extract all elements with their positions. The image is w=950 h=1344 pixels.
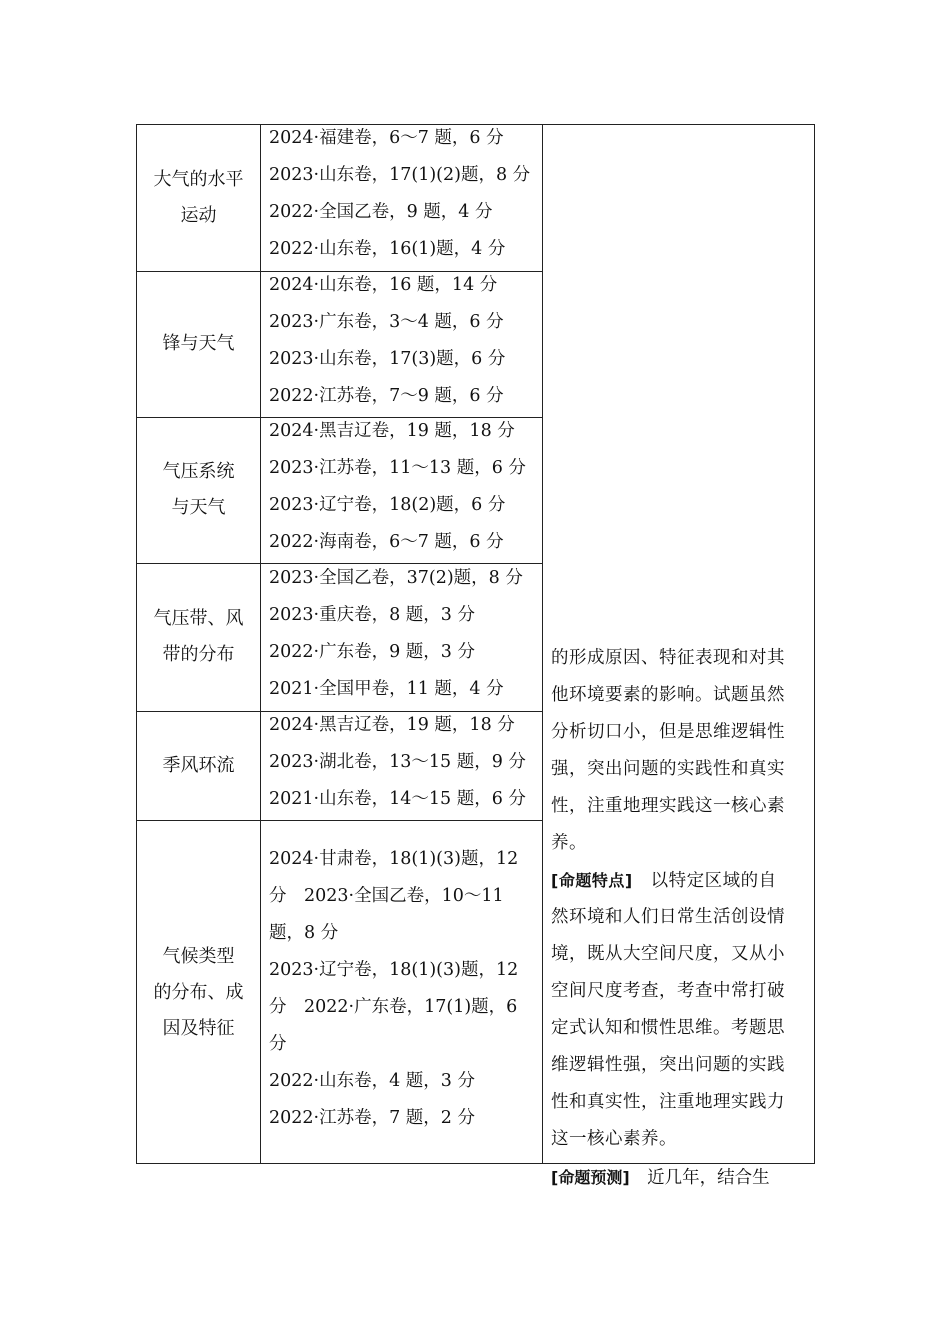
exam-item: 2022·山东卷，4 题，3 分 <box>269 1071 475 1091</box>
topic-text: 气压系统 <box>162 461 235 482</box>
prediction-line <box>551 1159 770 1197</box>
analysis-line: 性，注重地理实践这一核心素 <box>551 796 785 816</box>
topic-cell <box>137 125 260 271</box>
exam-items-cell <box>261 560 543 708</box>
topic-text: 因及特征 <box>162 1017 235 1039</box>
exam-item: 2024·黑吉辽卷，19 题，18 分 <box>269 715 515 735</box>
exam-items-cell <box>261 841 543 1137</box>
exam-item: 2023·辽宁卷，18(1)(3)题，12 <box>269 960 519 980</box>
topic-text: 季风环流 <box>162 754 235 776</box>
topic-text: 运动 <box>180 205 217 226</box>
exam-item: 分 <box>269 1034 287 1054</box>
exam-item: 分 2022·广东卷，17(1)题，6 <box>269 997 518 1017</box>
exam-items-cell <box>261 120 543 268</box>
exam-item: 2023·重庆卷，8 题，3 分 <box>269 605 475 625</box>
analysis-line: 境，既从大空间尺度，又从小 <box>551 944 785 964</box>
exam-item: 2024·福建卷，6～7 题，6 分 <box>269 128 504 148</box>
exam-item: 2021·全国甲卷，11 题，4 分 <box>269 679 504 699</box>
exam-item: 2023·山东卷，17(1)(2)题，8 分 <box>269 165 531 185</box>
exam-items-cell <box>261 267 543 415</box>
exam-item: 2023·全国乙卷，37(2)题，8 分 <box>269 568 523 588</box>
exam-item: 2024·黑吉辽卷，19 题，18 分 <box>269 421 515 441</box>
analysis-column <box>543 125 816 1165</box>
topic-cell <box>137 820 260 1165</box>
analysis-line: 的形成原因、特征表现和对其 <box>551 648 785 668</box>
analysis-line: 他环境要素的影响。试题虽然 <box>551 685 785 705</box>
analysis-line: 空间尺度考查，考查中常打破 <box>551 981 785 1001</box>
prediction-text: 近几年，结合生 <box>629 1168 770 1188</box>
topic-cell <box>137 711 260 820</box>
exam-item: 2022·全国乙卷，9 题，4 分 <box>269 202 493 222</box>
analysis-line <box>551 862 806 899</box>
exam-item: 2022·海南卷，6～7 题，6 分 <box>269 532 504 552</box>
exam-item: 2023·湖北卷，13～15 题，9 分 <box>269 752 526 772</box>
exam-item: 2023·江苏卷，11～13 题，6 分 <box>269 458 526 478</box>
topic-text: 气压带、风 <box>153 608 244 629</box>
analysis-line: 这一核心素养。 <box>551 1129 677 1149</box>
exam-item: 2022·江苏卷，7 题，2 分 <box>269 1108 475 1128</box>
exam-item: 2021·山东卷，14～15 题，6 分 <box>269 789 526 809</box>
exam-item: 分 2023·全国乙卷，10～11 <box>269 886 504 906</box>
analysis-line-text: 以特定区域的自 <box>632 871 777 891</box>
exam-item: 2022·山东卷，16(1)题，4 分 <box>269 239 506 259</box>
exam-item: 2022·广东卷，9 题，3 分 <box>269 642 475 662</box>
analysis-line: 定式认知和惯性思维。考题思 <box>551 1018 785 1038</box>
prediction-tag: [命题预测] <box>551 1168 630 1187</box>
topic-text: 气候类型 <box>162 945 235 967</box>
topic-cell <box>137 271 260 417</box>
topic-text: 大气的水平 <box>153 169 244 190</box>
topic-text: 的分布、成 <box>153 981 244 1003</box>
exam-item: 题，8 分 <box>269 923 339 943</box>
analysis-line: 维逻辑性强，突出问题的实践 <box>551 1055 785 1075</box>
exam-item: 2023·广东卷，3～4 题，6 分 <box>269 312 504 332</box>
analysis-line: 分析切口小，但是思维逻辑性 <box>551 722 785 742</box>
analysis-line: 强，突出问题的实践性和真实 <box>551 759 785 779</box>
exam-item: 2023·辽宁卷，18(2)题，6 分 <box>269 495 506 515</box>
exam-item: 2022·江苏卷，7～9 题，6 分 <box>269 386 504 406</box>
analysis-text <box>551 640 806 1158</box>
topic-text: 与天气 <box>171 497 226 518</box>
feature-tag: [命题特点] <box>551 871 633 890</box>
exam-item: 2024·山东卷，16 题，14 分 <box>269 275 498 295</box>
exam-item: 2024·甘肃卷，18(1)(3)题，12 <box>269 849 519 869</box>
exam-items-cell <box>261 413 543 561</box>
topic-cell <box>137 417 260 563</box>
topic-text: 带的分布 <box>162 644 235 665</box>
analysis-line: 性和真实性，注重地理实践力 <box>551 1092 785 1112</box>
topic-text: 锋与天气 <box>162 333 235 354</box>
exam-analysis-table <box>136 124 815 1164</box>
topic-cell <box>137 563 260 711</box>
exam-items-cell <box>261 707 543 818</box>
analysis-line: 养。 <box>551 833 587 853</box>
exam-item: 2023·山东卷，17(3)题，6 分 <box>269 349 506 369</box>
analysis-line: 然环境和人们日常生活创设情 <box>551 907 785 927</box>
